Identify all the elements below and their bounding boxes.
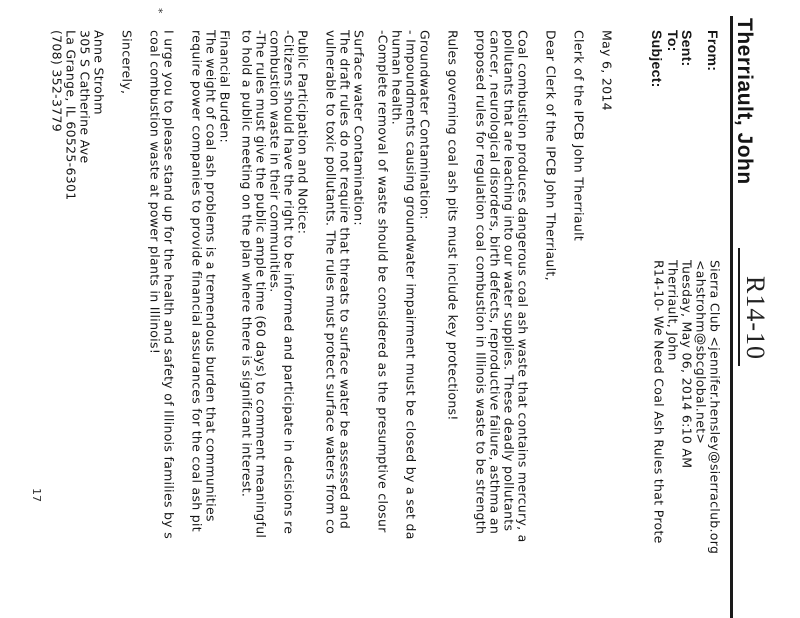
signer-phone: (708) 352-3779 (49, 30, 65, 132)
case-number-rule (738, 248, 740, 366)
header-rule (730, 16, 733, 618)
stray-mark-asterisk: * (152, 8, 165, 14)
surface-water-heading: Surface water Contamination: (351, 30, 367, 226)
header-value-subject: R14-10- We Need Coal Ash Rules that Prote (651, 260, 667, 544)
salutation: Dear Clerk of the IPCB John Therriault, (543, 30, 559, 281)
public-participation-line-1: -Citizens should have the right to be informed and participate in decisions re (281, 30, 297, 535)
header-label-subject: Subject: (649, 30, 665, 88)
header-value-to: Therriault, John (665, 260, 681, 361)
groundwater-line-1: - Impoundments causing groundwater impairment must be closed by a set da (403, 30, 419, 540)
financial-burden-line-2: require power companies to provide financial assurances for the coal ash pit (189, 30, 205, 532)
closing-appeal-line-1: I urge you to please stand up for the health and safety of Illinois families by s (161, 30, 177, 540)
surface-water-line-2: vulnerable to toxic pollutants. The rules must protect surface waters from co (323, 30, 339, 535)
sign-off: Sincerely, (119, 30, 135, 95)
public-participation-line-2: combustion waste in their communities. (267, 30, 283, 293)
signer-street: 305 S Catherine Ave (77, 30, 93, 164)
header-value-sent: Tuesday, May 06, 2014 6:10 AM (679, 260, 695, 469)
header-value-from-2: <ahstrohm@sbcglobal.net> (693, 260, 709, 445)
public-participation-line-3: -The rules must give the public ample time (60 days) to comment meaningful (253, 30, 269, 539)
groundwater-line-2: human health. (389, 30, 405, 126)
stray-mark-number: 17 (30, 488, 43, 502)
financial-burden-line-1: The weight of coal ash problems is a tremendous burden that communities (203, 30, 219, 522)
header-label-to: To: (665, 30, 681, 52)
surface-water-line-1: The draft rules do not require that threats to surface water be assessed and (337, 30, 353, 530)
key-protections-line: Rules governing coal ash pits must include key protections! (445, 30, 461, 421)
header-label-sent: Sent: (679, 30, 695, 67)
intro-line-2: pollutants that are leaching into our water supplies. These deadly pollutants (501, 30, 517, 532)
groundwater-line-3: -Complete removal of waste should be considered as the presumptive closur (375, 30, 391, 533)
groundwater-heading: Groundwater Contamination: (417, 30, 433, 220)
recipient-line: Clerk of the IPCB John Therriault (571, 30, 587, 242)
case-number-stamp: R14-10 (741, 276, 770, 360)
header-label-from: From: (705, 30, 721, 72)
intro-line-3: cancer, neurological disorders, birth defects, reproductive failure, asthma an (487, 30, 503, 535)
header-value-from: Sierra Club <jennifer.hensley@sierraclub.org (707, 260, 723, 555)
public-participation-heading: Public Participation and Notice: (295, 30, 311, 235)
closing-appeal-line-2: coal combustion waste at power plants in Illinois! (147, 30, 163, 355)
signer-city: La Grange, IL 60525-6301 (63, 30, 79, 201)
public-participation-line-4: to hold a public meeting on the plan where there is significant interest. (239, 30, 255, 498)
intro-line-1: Coal combustion produces dangerous coal ash waste that contains mercury, a (515, 30, 531, 543)
sender-name: Therriault, John (733, 18, 756, 185)
intro-line-4: proposed rules for regulation coal combustion in Illinois waste to be strength (473, 30, 489, 535)
letter-date: May 6, 2014 (599, 30, 615, 111)
financial-burden-heading: Financial Burden: (217, 30, 233, 143)
signer-name: Anne Strohm (91, 30, 107, 115)
